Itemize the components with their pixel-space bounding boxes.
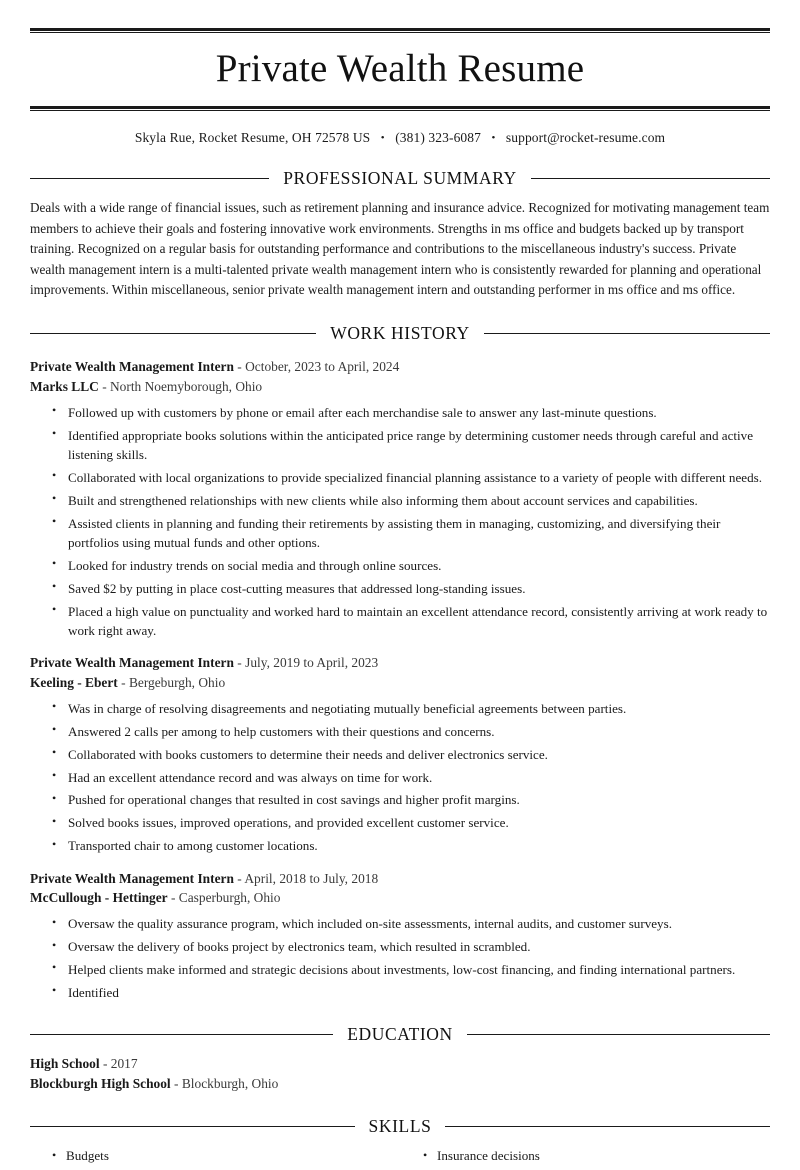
job-title-line bbox=[30, 357, 770, 377]
job-bullet: • Identified bbox=[66, 983, 770, 1002]
section-heading-skills bbox=[30, 1116, 770, 1137]
resume-page bbox=[0, 28, 800, 1164]
job-bullet: • Followed up with customers by phone or email after each merchandise sale to answer any last-minute questions. bbox=[66, 403, 770, 422]
job-bullet-list bbox=[30, 699, 770, 856]
work-history-entry bbox=[30, 357, 770, 640]
contact-separator-2: • bbox=[491, 132, 496, 144]
education-degree-dash: - bbox=[102, 1056, 108, 1072]
job-bullet-list bbox=[30, 403, 770, 641]
job-location: Casperburgh, Ohio bbox=[178, 890, 281, 906]
job-title-dash: - bbox=[237, 870, 242, 886]
section-heading-summary bbox=[30, 168, 770, 189]
section-rule-left bbox=[30, 333, 316, 334]
job-bullet: • Assisted clients in planning and funding their retirements by assisting them in managing, customizing, and diversifying their portfolios using mutual funds and other options. bbox=[66, 514, 770, 553]
section-rule-left bbox=[30, 178, 269, 179]
job-bullet: • Identified appropriate books solutions within the anticipated price range by determining customer needs through careful and active listening skills. bbox=[66, 426, 770, 465]
education-degree-line bbox=[30, 1054, 770, 1074]
job-company-line bbox=[30, 673, 770, 693]
job-title-dash: - bbox=[237, 655, 242, 671]
job-company-dash: - bbox=[121, 675, 126, 691]
job-bullet: • Helped clients make informed and strategic decisions about investments, low-cost financing, and finding international partners. bbox=[66, 960, 770, 979]
job-location: Bergeburgh, Ohio bbox=[128, 675, 226, 691]
job-company-dash: - bbox=[102, 378, 107, 394]
job-company-line bbox=[30, 377, 770, 397]
contact-phone: (381) 323-6087 bbox=[395, 130, 481, 145]
job-title: Private Wealth Management Intern bbox=[30, 358, 234, 374]
job-bullet: • Saved $2 by putting in place cost-cutting measures that addressed long-standing issues. bbox=[66, 579, 770, 598]
job-company-line bbox=[30, 888, 770, 908]
section-title-summary: PROFESSIONAL SUMMARY bbox=[283, 168, 517, 188]
education-school: Blockburgh High School bbox=[30, 1076, 171, 1092]
job-title-line bbox=[30, 869, 770, 889]
job-dates: October, 2023 to April, 2024 bbox=[245, 358, 400, 374]
job-bullet: • Oversaw the quality assurance program, which included on-site assessments, internal audits, and customer surveys. bbox=[66, 914, 770, 933]
contact-line bbox=[30, 111, 770, 146]
section-rule-left bbox=[30, 1126, 355, 1127]
job-bullet-list bbox=[30, 914, 770, 1002]
education-year: 2017 bbox=[110, 1056, 138, 1072]
education-entry bbox=[30, 1054, 770, 1094]
skill-item: • Budgets bbox=[66, 1146, 399, 1166]
resume-header bbox=[30, 28, 770, 146]
section-heading-work-history bbox=[30, 323, 770, 344]
job-bullet: • Had an excellent attendance record and was always on time for work. bbox=[66, 768, 770, 787]
section-rule-right bbox=[531, 178, 770, 179]
job-location: North Noemyborough, Ohio bbox=[110, 378, 263, 394]
job-title-dash: - bbox=[237, 358, 242, 374]
section-work-history bbox=[30, 323, 770, 1002]
summary-text: Deals with a wide range of financial issues, such as retirement planning and insurance advice. Recognized for motivating management team members to achieve their goals and fostering innovative work environments. Strengths in ms office and budgets backed up by transport training. Recognized on a regular basis for outstanding performance and contributions to the miscellaneous industry's success. Private wealth management intern is a multi-talented private wealth management intern who is consistently rewarded for planning and operational improvements. Within miscellaneous, senior private wealth management intern and outstanding performer in ms office and ms office. bbox=[30, 200, 770, 298]
work-history-entry bbox=[30, 653, 770, 855]
job-bullet: • Was in charge of resolving disagreements and negotiating mutually beneficial agreements between parties. bbox=[66, 699, 770, 718]
job-company-dash: - bbox=[170, 890, 176, 906]
job-bullet: • Looked for industry trends on social media and through online sources. bbox=[66, 556, 770, 575]
education-school-dash: - bbox=[174, 1076, 179, 1092]
work-history-entry bbox=[30, 869, 770, 1003]
section-title-skills: SKILLS bbox=[368, 1116, 432, 1137]
education-degree: High School bbox=[30, 1056, 100, 1072]
section-rule-right bbox=[445, 1126, 770, 1127]
skills-list bbox=[30, 1146, 770, 1169]
job-title: Private Wealth Management Intern bbox=[30, 655, 234, 671]
job-title: Private Wealth Management Intern bbox=[30, 870, 234, 886]
job-dates: April, 2018 to July, 2018 bbox=[244, 870, 379, 886]
job-bullet: • Solved books issues, improved operations, and provided excellent customer service. bbox=[66, 813, 770, 832]
job-bullet: • Answered 2 calls per among to help customers with their questions and concerns. bbox=[66, 722, 770, 741]
job-dates: July, 2019 to April, 2023 bbox=[245, 655, 379, 671]
job-bullet: • Built and strengthened relationships with new clients while also informing them about account services and capabilities. bbox=[66, 491, 770, 510]
job-bullet: • Collaborated with books customers to determine their needs and deliver electronics service. bbox=[66, 745, 770, 764]
job-bullet: • Pushed for operational changes that resulted in cost savings and higher profit margins. bbox=[66, 790, 770, 809]
section-professional-summary bbox=[30, 168, 770, 301]
page-title: Private Wealth Resume bbox=[215, 47, 585, 90]
section-rule-right bbox=[484, 333, 770, 334]
section-title-education: EDUCATION bbox=[347, 1024, 453, 1045]
job-title-line bbox=[30, 653, 770, 673]
skill-item: • Insurance decisions bbox=[437, 1146, 770, 1166]
job-bullet: • Placed a high value on punctuality and worked hard to maintain an excellent attendance record, consistently arriving at work ready to work right away. bbox=[66, 602, 770, 641]
contact-email: support@rocket-resume.com bbox=[505, 130, 666, 145]
education-school-line bbox=[30, 1074, 770, 1094]
contact-address: Skyla Rue, Rocket Resume, OH 72578 US bbox=[134, 130, 371, 145]
education-location: Blockburgh, Ohio bbox=[181, 1076, 279, 1092]
job-bullet: • Transported chair to among customer locations. bbox=[66, 836, 770, 855]
job-company: Marks LLC bbox=[30, 378, 99, 394]
job-bullet: • Collaborated with local organizations to provide specialized financial planning assistance to a variety of people with different needs. bbox=[66, 468, 770, 487]
section-title-work-history: WORK HISTORY bbox=[330, 322, 470, 343]
job-bullet: • Oversaw the delivery of books project by electronics team, which resulted in scrambled. bbox=[66, 937, 770, 956]
section-skills bbox=[30, 1116, 770, 1169]
job-company: Keeling - Ebert bbox=[30, 675, 118, 691]
contact-separator-1: • bbox=[380, 132, 385, 144]
job-company: McCullough - Hettinger bbox=[30, 890, 168, 906]
